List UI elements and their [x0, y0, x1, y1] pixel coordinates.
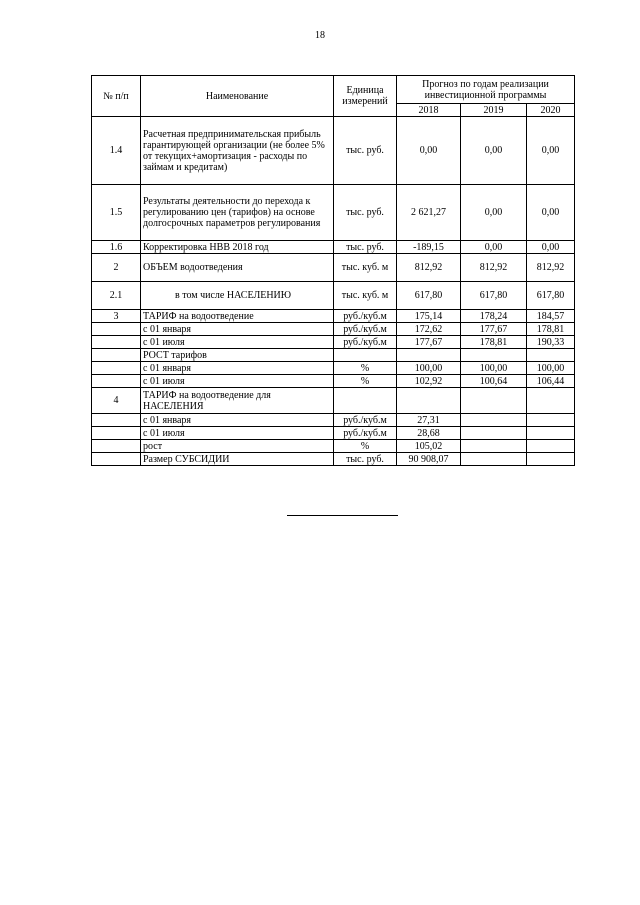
- row-num: [92, 336, 141, 349]
- row-value: 100,00: [527, 362, 575, 375]
- row-num: [92, 375, 141, 388]
- table-row: [92, 185, 575, 241]
- row-num: 1.6: [92, 241, 141, 254]
- row-value: [461, 440, 527, 453]
- row-value: [397, 388, 461, 414]
- page-number: 18: [315, 30, 325, 41]
- row-name: ОБЪЕМ водоотведения: [141, 254, 334, 282]
- row-value: 617,80: [461, 282, 527, 310]
- row-name: с 01 июля: [141, 427, 334, 440]
- row-name: ТАРИФ на водоотведение для НАСЕЛЕНИЯ: [141, 388, 334, 414]
- table-row: [92, 453, 575, 466]
- row-name: Расчетная предпринимательская прибыль гарантирующей организации (не более 5% от текущих+амортизация - расходы по займам и кредитам): [141, 117, 334, 185]
- table-row: [92, 254, 575, 282]
- row-num: 2: [92, 254, 141, 282]
- row-value: 0,00: [461, 185, 527, 241]
- row-value: 812,92: [461, 254, 527, 282]
- row-unit: [334, 388, 397, 414]
- row-unit: руб./куб.м: [334, 310, 397, 323]
- table-row: [92, 388, 575, 414]
- row-name: ТАРИФ на водоотведение: [141, 310, 334, 323]
- table-row: [92, 427, 575, 440]
- row-value: [527, 440, 575, 453]
- table-row: [92, 241, 575, 254]
- row-num: [92, 349, 141, 362]
- row-unit: %: [334, 440, 397, 453]
- row-num: [92, 414, 141, 427]
- row-value: [527, 453, 575, 466]
- table-body: [92, 76, 575, 466]
- row-value: 106,44: [527, 375, 575, 388]
- row-value: 178,81: [527, 323, 575, 336]
- row-name: РОСТ тарифов: [141, 349, 334, 362]
- row-value: 105,02: [397, 440, 461, 453]
- header-year: 2020: [527, 104, 575, 117]
- row-num: 1.5: [92, 185, 141, 241]
- row-value: 100,00: [397, 362, 461, 375]
- row-name: с 01 января: [141, 362, 334, 375]
- header-unit: Единица измерений: [334, 76, 397, 117]
- row-name: Корректировка НВВ 2018 год: [141, 241, 334, 254]
- investment-program-table: [91, 75, 575, 466]
- row-unit: руб./куб.м: [334, 427, 397, 440]
- row-value: [527, 388, 575, 414]
- table-row: [92, 336, 575, 349]
- row-value: 28,68: [397, 427, 461, 440]
- row-value: 100,00: [461, 362, 527, 375]
- footer-divider: [287, 515, 398, 516]
- row-value: 100,64: [461, 375, 527, 388]
- row-unit: %: [334, 375, 397, 388]
- row-unit: руб./куб.м: [334, 323, 397, 336]
- row-value: 172,62: [397, 323, 461, 336]
- row-value: 190,33: [527, 336, 575, 349]
- row-unit: тыс. руб.: [334, 453, 397, 466]
- row-num: 2.1: [92, 282, 141, 310]
- table-row: [92, 362, 575, 375]
- row-value: 0,00: [527, 117, 575, 185]
- table-row: [92, 310, 575, 323]
- header-num: № п/п: [92, 76, 141, 117]
- row-value: 0,00: [527, 241, 575, 254]
- header-forecast: Прогноз по годам реализации инвестиционной программы: [397, 76, 575, 104]
- row-name: Размер СУБСИДИИ: [141, 453, 334, 466]
- row-value: [461, 453, 527, 466]
- row-name: в том числе НАСЕЛЕНИЮ: [141, 282, 334, 310]
- row-value: 0,00: [527, 185, 575, 241]
- row-unit: тыс. руб.: [334, 117, 397, 185]
- row-value: 102,92: [397, 375, 461, 388]
- row-value: -189,15: [397, 241, 461, 254]
- row-value: 184,57: [527, 310, 575, 323]
- table-row: [92, 117, 575, 185]
- row-unit: %: [334, 362, 397, 375]
- row-value: [461, 388, 527, 414]
- row-value: [527, 414, 575, 427]
- row-name: с 01 июля: [141, 375, 334, 388]
- row-value: 812,92: [527, 254, 575, 282]
- table-row: [92, 440, 575, 453]
- row-unit: тыс. руб.: [334, 185, 397, 241]
- row-num: [92, 453, 141, 466]
- row-unit: тыс. куб. м: [334, 282, 397, 310]
- row-unit: руб./куб.м: [334, 336, 397, 349]
- row-value: 178,81: [461, 336, 527, 349]
- table-row: [92, 282, 575, 310]
- row-value: [527, 349, 575, 362]
- row-unit: тыс. куб. м: [334, 254, 397, 282]
- table-row: [92, 414, 575, 427]
- header-year: 2019: [461, 104, 527, 117]
- row-num: [92, 323, 141, 336]
- row-value: [461, 427, 527, 440]
- row-value: 27,31: [397, 414, 461, 427]
- row-value: 178,24: [461, 310, 527, 323]
- row-name: с 01 января: [141, 414, 334, 427]
- table-row: [92, 349, 575, 362]
- row-unit: руб./куб.м: [334, 414, 397, 427]
- header-row: [92, 76, 575, 104]
- row-value: 617,80: [397, 282, 461, 310]
- row-value: 617,80: [527, 282, 575, 310]
- row-value: 177,67: [397, 336, 461, 349]
- row-value: 177,67: [461, 323, 527, 336]
- row-unit: [334, 349, 397, 362]
- header-year: 2018: [397, 104, 461, 117]
- table-row: [92, 375, 575, 388]
- row-value: 175,14: [397, 310, 461, 323]
- row-value: 2 621,27: [397, 185, 461, 241]
- row-name: рост: [141, 440, 334, 453]
- row-name: с 01 июля: [141, 336, 334, 349]
- row-num: [92, 362, 141, 375]
- row-name: с 01 января: [141, 323, 334, 336]
- row-value: 812,92: [397, 254, 461, 282]
- row-num: 4: [92, 388, 141, 414]
- row-num: [92, 427, 141, 440]
- row-value: [461, 414, 527, 427]
- row-value: [527, 427, 575, 440]
- row-num: 1.4: [92, 117, 141, 185]
- row-num: [92, 440, 141, 453]
- row-value: 0,00: [461, 117, 527, 185]
- row-value: 0,00: [461, 241, 527, 254]
- row-value: 0,00: [397, 117, 461, 185]
- row-name: Результаты деятельности до перехода к регулированию цен (тарифов) на основе долгосрочных параметров регулирования: [141, 185, 334, 241]
- row-value: 90 908,07: [397, 453, 461, 466]
- row-value: [397, 349, 461, 362]
- row-unit: тыс. руб.: [334, 241, 397, 254]
- table-row: [92, 323, 575, 336]
- row-num: 3: [92, 310, 141, 323]
- header-name: Наименование: [141, 76, 334, 117]
- row-value: [461, 349, 527, 362]
